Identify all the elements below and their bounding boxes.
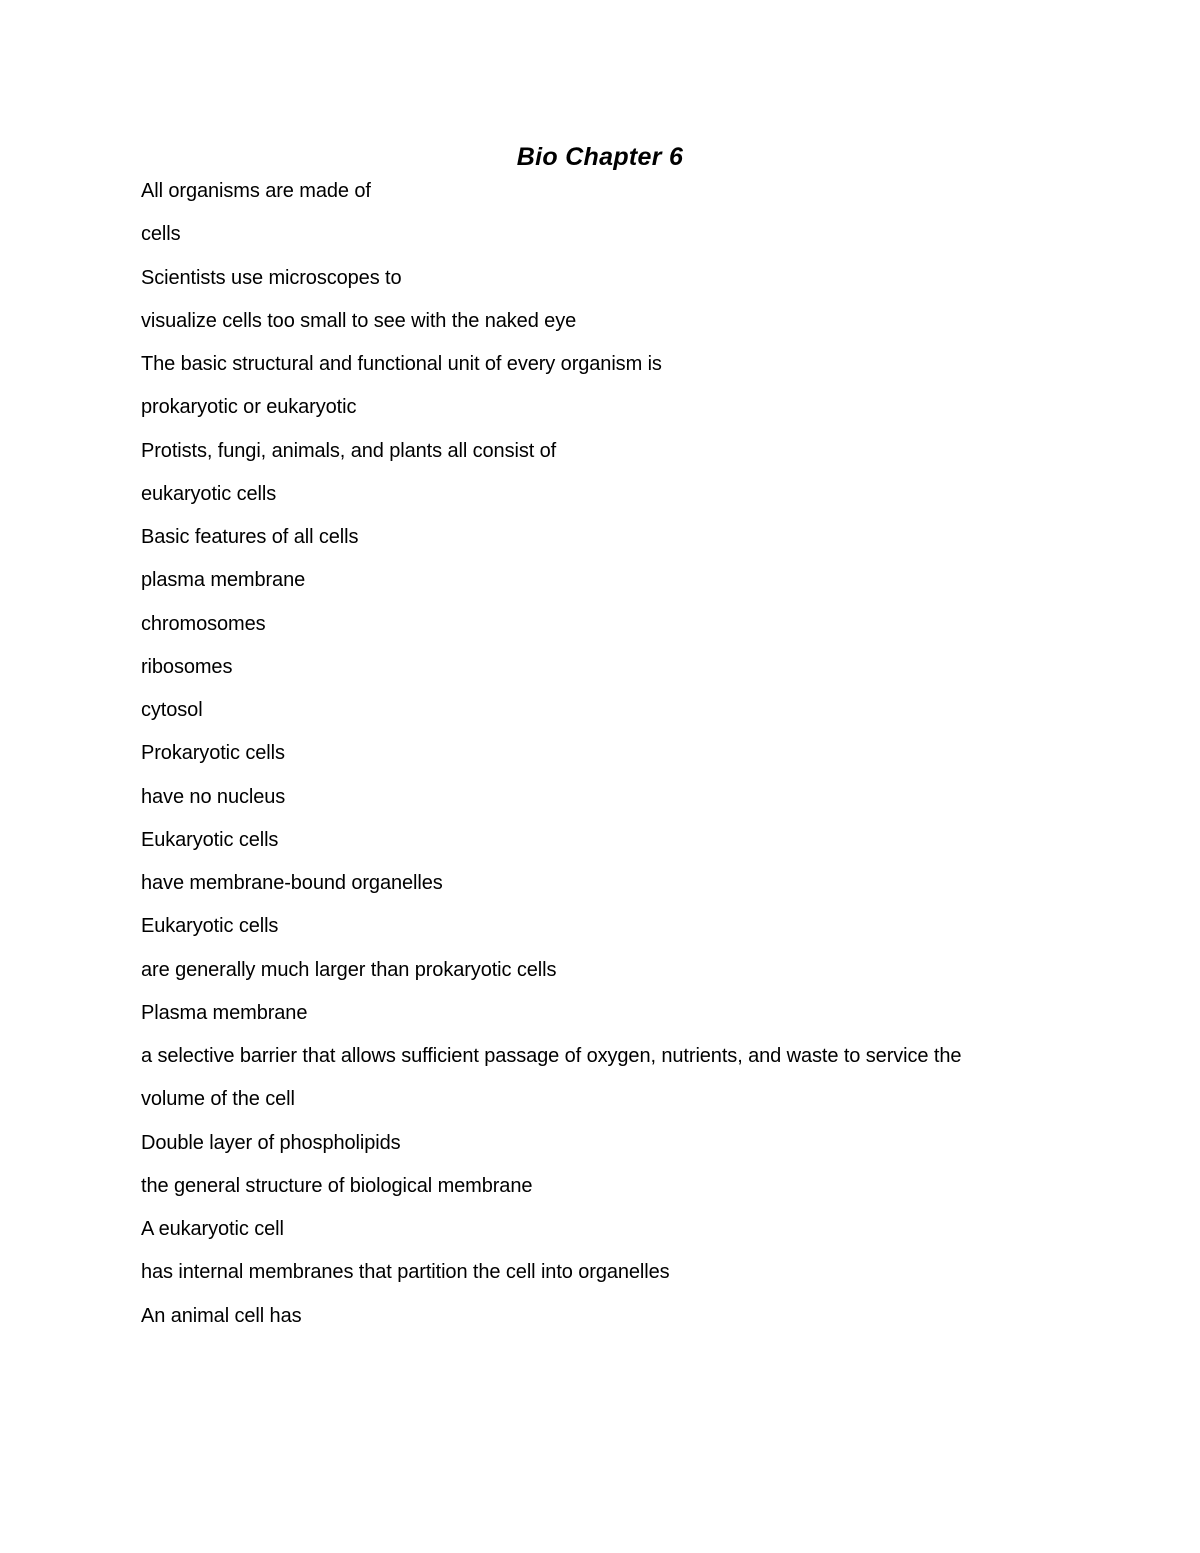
text-line: plasma membrane <box>141 569 306 592</box>
text-line: have membrane-bound organelles <box>141 872 443 894</box>
text-line: Prokaryotic cells <box>141 742 285 765</box>
text-line: volume of the cell <box>141 1088 295 1111</box>
text-line: Double layer of phospholipids <box>141 1131 401 1154</box>
text-line: The basic structural and functional unit of every organism is <box>141 353 662 375</box>
text-line: the general structure of biological membrane <box>141 1174 533 1197</box>
text-line: Protists, fungi, animals, and plants all consist of <box>141 439 557 462</box>
text-line: All organisms are made of <box>141 180 371 202</box>
text-line: An animal cell has <box>141 1304 302 1327</box>
text-line: have no nucleus <box>141 785 286 808</box>
text-line: a selective barrier that allows sufficient passage of oxygen, nutrients, and waste to service the <box>141 1045 962 1067</box>
text-line: eukaryotic cells <box>141 482 277 505</box>
document-body <box>141 178 1061 1346</box>
text-line: Plasma membrane <box>141 1001 308 1024</box>
text-line: cytosol <box>141 699 203 721</box>
text-line: Basic features of all cells <box>141 526 359 548</box>
text-line: cells <box>141 223 181 246</box>
text-line: Scientists use microscopes to <box>141 266 402 289</box>
text-line: visualize cells too small to see with the naked eye <box>141 309 577 332</box>
text-line: chromosomes <box>141 612 266 635</box>
text-line: are generally much larger than prokaryotic cells <box>141 958 557 981</box>
text-line: Eukaryotic cells <box>141 828 279 851</box>
text-line: prokaryotic or eukaryotic <box>141 396 357 419</box>
text-line: Eukaryotic cells <box>141 915 279 938</box>
text-line: has internal membranes that partition the cell into organelles <box>141 1261 670 1284</box>
document-title: Bio Chapter 6 <box>516 143 684 171</box>
text-line: A eukaryotic cell <box>141 1218 284 1240</box>
text-line: ribosomes <box>141 655 233 678</box>
